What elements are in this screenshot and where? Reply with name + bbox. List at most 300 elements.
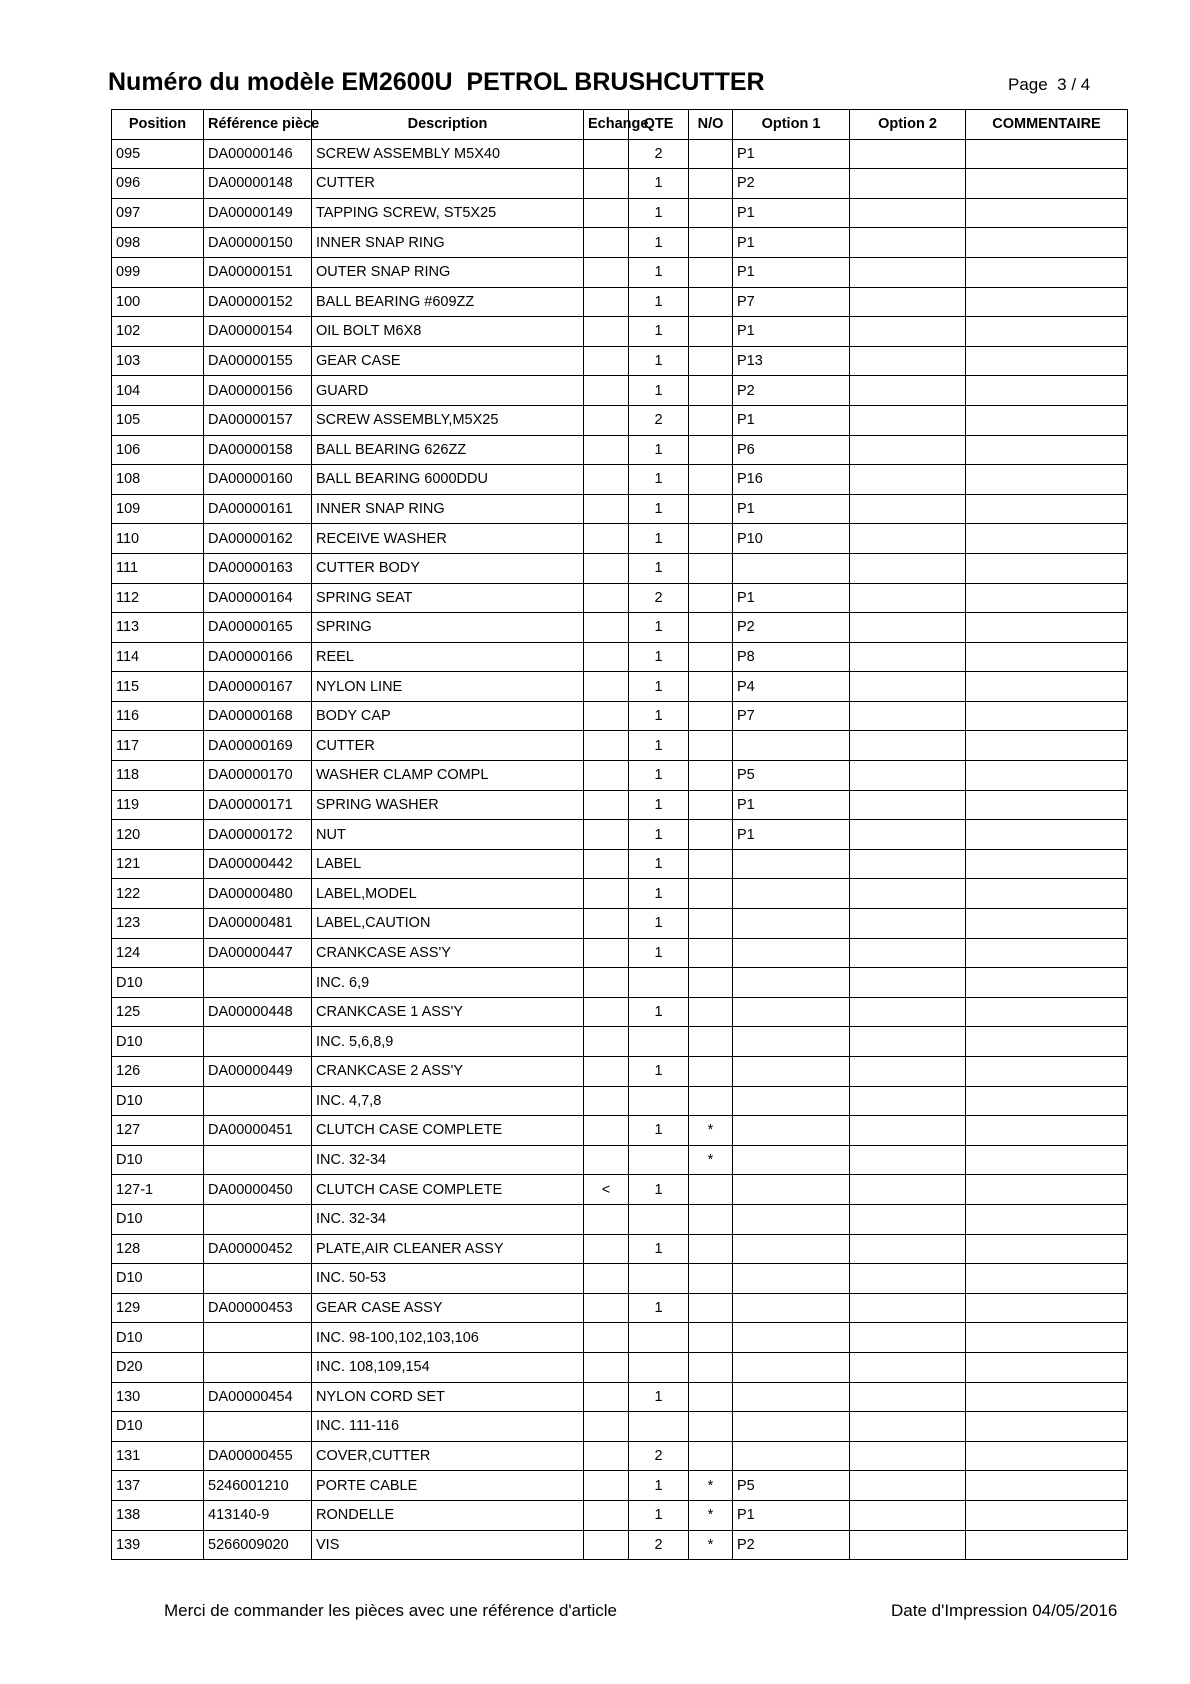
cell-option2 — [850, 1471, 966, 1501]
cell-reference: DA00000161 — [204, 494, 312, 524]
cell-option1: P2 — [733, 1530, 850, 1560]
cell-position: 097 — [112, 198, 204, 228]
cell-commentaire — [966, 820, 1128, 850]
cell-reference: DA00000160 — [204, 465, 312, 495]
cell-commentaire — [966, 1471, 1128, 1501]
cell-no — [689, 139, 733, 169]
cell-description: OUTER SNAP RING — [312, 257, 584, 287]
cell-echange — [584, 257, 629, 287]
cell-position: 116 — [112, 701, 204, 731]
cell-option2 — [850, 1057, 966, 1087]
cell-no — [689, 1293, 733, 1323]
table-subrow — [112, 1264, 1128, 1294]
cell-echange — [584, 1057, 629, 1087]
cell-option2 — [850, 1293, 966, 1323]
cell-option1: P6 — [733, 435, 850, 465]
table-row — [112, 405, 1128, 435]
col-header-option2: Option 2 — [850, 110, 966, 140]
cell-option2 — [850, 583, 966, 613]
cell-commentaire — [966, 435, 1128, 465]
cell-option1 — [733, 1234, 850, 1264]
cell-option1: P7 — [733, 701, 850, 731]
cell-option2 — [850, 376, 966, 406]
cell-reference: DA00000152 — [204, 287, 312, 317]
cell-option1 — [733, 1412, 850, 1442]
cell-qte: 1 — [629, 553, 689, 583]
cell-reference: DA00000166 — [204, 642, 312, 672]
cell-no — [689, 287, 733, 317]
cell-description: CUTTER — [312, 169, 584, 199]
cell-echange — [584, 198, 629, 228]
cell-reference: DA00000163 — [204, 553, 312, 583]
cell-qte: 1 — [629, 761, 689, 791]
cell-no — [689, 761, 733, 791]
table-row — [112, 376, 1128, 406]
cell-position: 138 — [112, 1500, 204, 1530]
cell-option1 — [733, 1145, 850, 1175]
cell-no — [689, 1234, 733, 1264]
cell-description: OIL BOLT M6X8 — [312, 317, 584, 347]
cell-option2 — [850, 317, 966, 347]
cell-position: 109 — [112, 494, 204, 524]
cell-position: 100 — [112, 287, 204, 317]
cell-commentaire — [966, 1086, 1128, 1116]
cell-option1: P1 — [733, 583, 850, 613]
cell-no — [689, 1352, 733, 1382]
cell-description: LABEL — [312, 849, 584, 879]
cell-description: INC. 50-53 — [312, 1264, 584, 1294]
cell-position: D10 — [112, 1323, 204, 1353]
cell-option2 — [850, 1264, 966, 1294]
cell-no — [689, 997, 733, 1027]
table-row — [112, 1471, 1128, 1501]
cell-echange — [584, 287, 629, 317]
footer-print-date: Date d'Impression 04/05/2016 — [891, 1601, 1118, 1620]
footer-order-note: Merci de commander les pièces avec une référence d'article — [164, 1601, 618, 1620]
cell-commentaire — [966, 465, 1128, 495]
cell-position: 120 — [112, 820, 204, 850]
cell-qte — [629, 1086, 689, 1116]
cell-echange — [584, 1116, 629, 1146]
cell-description: LABEL,MODEL — [312, 879, 584, 909]
cell-position: 095 — [112, 139, 204, 169]
cell-reference: 5246001210 — [204, 1471, 312, 1501]
cell-option2 — [850, 435, 966, 465]
cell-option2 — [850, 553, 966, 583]
cell-position: 114 — [112, 642, 204, 672]
cell-position: 125 — [112, 997, 204, 1027]
cell-option1: P2 — [733, 613, 850, 643]
cell-qte: 1 — [629, 1471, 689, 1501]
cell-echange — [584, 1204, 629, 1234]
cell-commentaire — [966, 1204, 1128, 1234]
cell-position: 117 — [112, 731, 204, 761]
table-row — [112, 731, 1128, 761]
cell-reference — [204, 1352, 312, 1382]
cell-echange — [584, 731, 629, 761]
cell-echange — [584, 613, 629, 643]
cell-echange — [584, 909, 629, 939]
cell-no — [689, 879, 733, 909]
table-row — [112, 1382, 1128, 1412]
cell-option2 — [850, 1145, 966, 1175]
table-subrow — [112, 968, 1128, 998]
cell-position: D10 — [112, 1145, 204, 1175]
cell-position: D10 — [112, 1086, 204, 1116]
cell-qte: 1 — [629, 613, 689, 643]
cell-qte: 1 — [629, 1234, 689, 1264]
cell-description: INC. 4,7,8 — [312, 1086, 584, 1116]
cell-description: GEAR CASE — [312, 346, 584, 376]
cell-qte — [629, 1323, 689, 1353]
cell-echange — [584, 346, 629, 376]
cell-qte: 1 — [629, 465, 689, 495]
cell-description: TAPPING SCREW, ST5X25 — [312, 198, 584, 228]
cell-description: BALL BEARING 6000DDU — [312, 465, 584, 495]
cell-no: * — [689, 1145, 733, 1175]
table-row — [112, 909, 1128, 939]
cell-option1 — [733, 997, 850, 1027]
cell-qte: 1 — [629, 731, 689, 761]
cell-commentaire — [966, 1500, 1128, 1530]
table-row — [112, 494, 1128, 524]
cell-option2 — [850, 1412, 966, 1442]
table-row — [112, 346, 1128, 376]
cell-position: 119 — [112, 790, 204, 820]
cell-reference — [204, 1145, 312, 1175]
cell-option1: P2 — [733, 169, 850, 199]
cell-reference: DA00000150 — [204, 228, 312, 258]
cell-option1: P4 — [733, 672, 850, 702]
cell-echange — [584, 1382, 629, 1412]
cell-commentaire — [966, 257, 1128, 287]
cell-qte: 1 — [629, 938, 689, 968]
cell-no — [689, 465, 733, 495]
cell-echange — [584, 376, 629, 406]
cell-echange — [584, 790, 629, 820]
cell-option2 — [850, 1175, 966, 1205]
cell-option1 — [733, 1057, 850, 1087]
cell-commentaire — [966, 346, 1128, 376]
cell-reference — [204, 1204, 312, 1234]
cell-position: 130 — [112, 1382, 204, 1412]
cell-no: * — [689, 1471, 733, 1501]
table-subrow — [112, 1145, 1128, 1175]
table-row — [112, 198, 1128, 228]
cell-reference: DA00000480 — [204, 879, 312, 909]
cell-echange — [584, 583, 629, 613]
cell-description: INNER SNAP RING — [312, 494, 584, 524]
cell-description: COVER,CUTTER — [312, 1441, 584, 1471]
cell-option1 — [733, 1027, 850, 1057]
cell-commentaire — [966, 1382, 1128, 1412]
cell-echange — [584, 1234, 629, 1264]
page-number: Page 3 / 4 — [1008, 75, 1091, 94]
table-row — [112, 1293, 1128, 1323]
cell-qte — [629, 1264, 689, 1294]
cell-reference: DA00000146 — [204, 139, 312, 169]
cell-reference: DA00000451 — [204, 1116, 312, 1146]
table-row — [112, 139, 1128, 169]
cell-option2 — [850, 228, 966, 258]
cell-no — [689, 642, 733, 672]
cell-echange — [584, 1293, 629, 1323]
cell-echange — [584, 228, 629, 258]
cell-position: D10 — [112, 968, 204, 998]
cell-no — [689, 909, 733, 939]
cell-reference: DA00000172 — [204, 820, 312, 850]
cell-commentaire — [966, 139, 1128, 169]
cell-reference: DA00000454 — [204, 1382, 312, 1412]
cell-commentaire — [966, 968, 1128, 998]
cell-position: 129 — [112, 1293, 204, 1323]
cell-option2 — [850, 642, 966, 672]
cell-option2 — [850, 761, 966, 791]
cell-no — [689, 1175, 733, 1205]
cell-echange — [584, 169, 629, 199]
cell-echange: < — [584, 1175, 629, 1205]
cell-position: 126 — [112, 1057, 204, 1087]
cell-commentaire — [966, 524, 1128, 554]
cell-no — [689, 1027, 733, 1057]
cell-commentaire — [966, 228, 1128, 258]
parts-table — [111, 109, 1128, 1560]
cell-description: REEL — [312, 642, 584, 672]
cell-echange — [584, 1264, 629, 1294]
cell-option1 — [733, 1264, 850, 1294]
cell-position: 127-1 — [112, 1175, 204, 1205]
cell-no — [689, 731, 733, 761]
cell-option2 — [850, 524, 966, 554]
col-header-qte: QTE — [629, 110, 689, 140]
table-row — [112, 879, 1128, 909]
cell-option2 — [850, 672, 966, 702]
cell-option2 — [850, 465, 966, 495]
table-row — [112, 1530, 1128, 1560]
cell-echange — [584, 997, 629, 1027]
cell-position: D20 — [112, 1352, 204, 1382]
table-row — [112, 642, 1128, 672]
table-subrow — [112, 1086, 1128, 1116]
col-header-no: N/O — [689, 110, 733, 140]
cell-reference — [204, 968, 312, 998]
cell-echange — [584, 1323, 629, 1353]
cell-option1: P10 — [733, 524, 850, 554]
cell-commentaire — [966, 1145, 1128, 1175]
cell-description: CUTTER BODY — [312, 553, 584, 583]
cell-position: 111 — [112, 553, 204, 583]
table-header-row — [112, 110, 1128, 140]
cell-qte: 1 — [629, 701, 689, 731]
cell-no — [689, 790, 733, 820]
cell-option2 — [850, 1027, 966, 1057]
cell-option2 — [850, 1352, 966, 1382]
cell-echange — [584, 642, 629, 672]
cell-description: NYLON LINE — [312, 672, 584, 702]
cell-option2 — [850, 1204, 966, 1234]
cell-reference: DA00000442 — [204, 849, 312, 879]
cell-description: NYLON CORD SET — [312, 1382, 584, 1412]
cell-reference: DA00000164 — [204, 583, 312, 613]
cell-no — [689, 198, 733, 228]
cell-qte: 1 — [629, 1382, 689, 1412]
cell-commentaire — [966, 405, 1128, 435]
cell-reference: DA00000162 — [204, 524, 312, 554]
cell-no: * — [689, 1530, 733, 1560]
cell-qte: 1 — [629, 820, 689, 850]
cell-position: D10 — [112, 1204, 204, 1234]
cell-echange — [584, 465, 629, 495]
cell-qte: 1 — [629, 524, 689, 554]
cell-position: 115 — [112, 672, 204, 702]
cell-description: SCREW ASSEMBLY M5X40 — [312, 139, 584, 169]
cell-no — [689, 346, 733, 376]
cell-option1: P1 — [733, 1500, 850, 1530]
cell-option2 — [850, 1500, 966, 1530]
cell-description: INC. 32-34 — [312, 1204, 584, 1234]
cell-description: INC. 111-116 — [312, 1412, 584, 1442]
table-row — [112, 1175, 1128, 1205]
cell-echange — [584, 849, 629, 879]
cell-description: LABEL,CAUTION — [312, 909, 584, 939]
cell-description: VIS — [312, 1530, 584, 1560]
cell-reference: DA00000157 — [204, 405, 312, 435]
cell-option2 — [850, 1382, 966, 1412]
cell-no — [689, 1441, 733, 1471]
cell-option2 — [850, 731, 966, 761]
cell-reference: DA00000154 — [204, 317, 312, 347]
cell-qte: 2 — [629, 405, 689, 435]
cell-option2 — [850, 790, 966, 820]
table-row — [112, 317, 1128, 347]
cell-commentaire — [966, 198, 1128, 228]
cell-no — [689, 1323, 733, 1353]
cell-no — [689, 1412, 733, 1442]
cell-commentaire — [966, 1412, 1128, 1442]
cell-option1 — [733, 553, 850, 583]
col-header-echange: Echange — [584, 110, 629, 140]
cell-description: BALL BEARING #609ZZ — [312, 287, 584, 317]
cell-description: CRANKCASE 2 ASS'Y — [312, 1057, 584, 1087]
cell-option1 — [733, 731, 850, 761]
cell-no — [689, 317, 733, 347]
cell-echange — [584, 1441, 629, 1471]
cell-description: CLUTCH CASE COMPLETE — [312, 1175, 584, 1205]
cell-option2 — [850, 1116, 966, 1146]
cell-qte: 1 — [629, 672, 689, 702]
col-header-reference: Référence pièce — [204, 110, 312, 140]
cell-position: 123 — [112, 909, 204, 939]
cell-position: 110 — [112, 524, 204, 554]
cell-description: SPRING — [312, 613, 584, 643]
cell-no: * — [689, 1116, 733, 1146]
cell-position: D10 — [112, 1027, 204, 1057]
cell-description: SCREW ASSEMBLY,M5X25 — [312, 405, 584, 435]
cell-qte — [629, 1412, 689, 1442]
cell-description: INC. 5,6,8,9 — [312, 1027, 584, 1057]
cell-option1: P1 — [733, 405, 850, 435]
cell-commentaire — [966, 1264, 1128, 1294]
cell-option1 — [733, 1116, 850, 1146]
cell-no — [689, 613, 733, 643]
cell-reference: DA00000447 — [204, 938, 312, 968]
cell-position: 099 — [112, 257, 204, 287]
cell-option1: P5 — [733, 761, 850, 791]
cell-qte: 2 — [629, 1441, 689, 1471]
cell-no — [689, 1057, 733, 1087]
table-row — [112, 613, 1128, 643]
cell-echange — [584, 672, 629, 702]
cell-qte: 1 — [629, 228, 689, 258]
cell-option1 — [733, 1175, 850, 1205]
table-row — [112, 435, 1128, 465]
cell-commentaire — [966, 1234, 1128, 1264]
cell-position: 112 — [112, 583, 204, 613]
cell-qte — [629, 1352, 689, 1382]
cell-commentaire — [966, 642, 1128, 672]
cell-option2 — [850, 1086, 966, 1116]
table-subrow — [112, 1352, 1128, 1382]
cell-description: INNER SNAP RING — [312, 228, 584, 258]
cell-option1: P7 — [733, 287, 850, 317]
cell-echange — [584, 553, 629, 583]
cell-no — [689, 494, 733, 524]
table-subrow — [112, 1323, 1128, 1353]
cell-description: INC. 98-100,102,103,106 — [312, 1323, 584, 1353]
cell-commentaire — [966, 879, 1128, 909]
table-row — [112, 849, 1128, 879]
cell-echange — [584, 1352, 629, 1382]
cell-echange — [584, 1027, 629, 1057]
cell-position: 118 — [112, 761, 204, 791]
cell-no — [689, 257, 733, 287]
cell-option2 — [850, 820, 966, 850]
table-subrow — [112, 1204, 1128, 1234]
cell-description: SPRING SEAT — [312, 583, 584, 613]
cell-option1 — [733, 1352, 850, 1382]
table-row — [112, 1500, 1128, 1530]
cell-echange — [584, 139, 629, 169]
cell-commentaire — [966, 849, 1128, 879]
cell-option2 — [850, 909, 966, 939]
cell-echange — [584, 1145, 629, 1175]
cell-commentaire — [966, 997, 1128, 1027]
cell-echange — [584, 1500, 629, 1530]
cell-reference: DA00000156 — [204, 376, 312, 406]
cell-option1: P2 — [733, 376, 850, 406]
cell-option2 — [850, 287, 966, 317]
cell-reference — [204, 1323, 312, 1353]
cell-option1 — [733, 938, 850, 968]
cell-position: 105 — [112, 405, 204, 435]
cell-commentaire — [966, 701, 1128, 731]
table-row — [112, 1116, 1128, 1146]
cell-qte: 1 — [629, 1057, 689, 1087]
cell-option2 — [850, 849, 966, 879]
table-row — [112, 997, 1128, 1027]
cell-commentaire — [966, 317, 1128, 347]
cell-no — [689, 968, 733, 998]
cell-option2 — [850, 346, 966, 376]
table-subrow — [112, 1027, 1128, 1057]
cell-no: * — [689, 1500, 733, 1530]
cell-description: INC. 108,109,154 — [312, 1352, 584, 1382]
table-row — [112, 701, 1128, 731]
cell-option1 — [733, 1293, 850, 1323]
cell-option1 — [733, 1323, 850, 1353]
cell-qte: 1 — [629, 317, 689, 347]
cell-echange — [584, 1412, 629, 1442]
